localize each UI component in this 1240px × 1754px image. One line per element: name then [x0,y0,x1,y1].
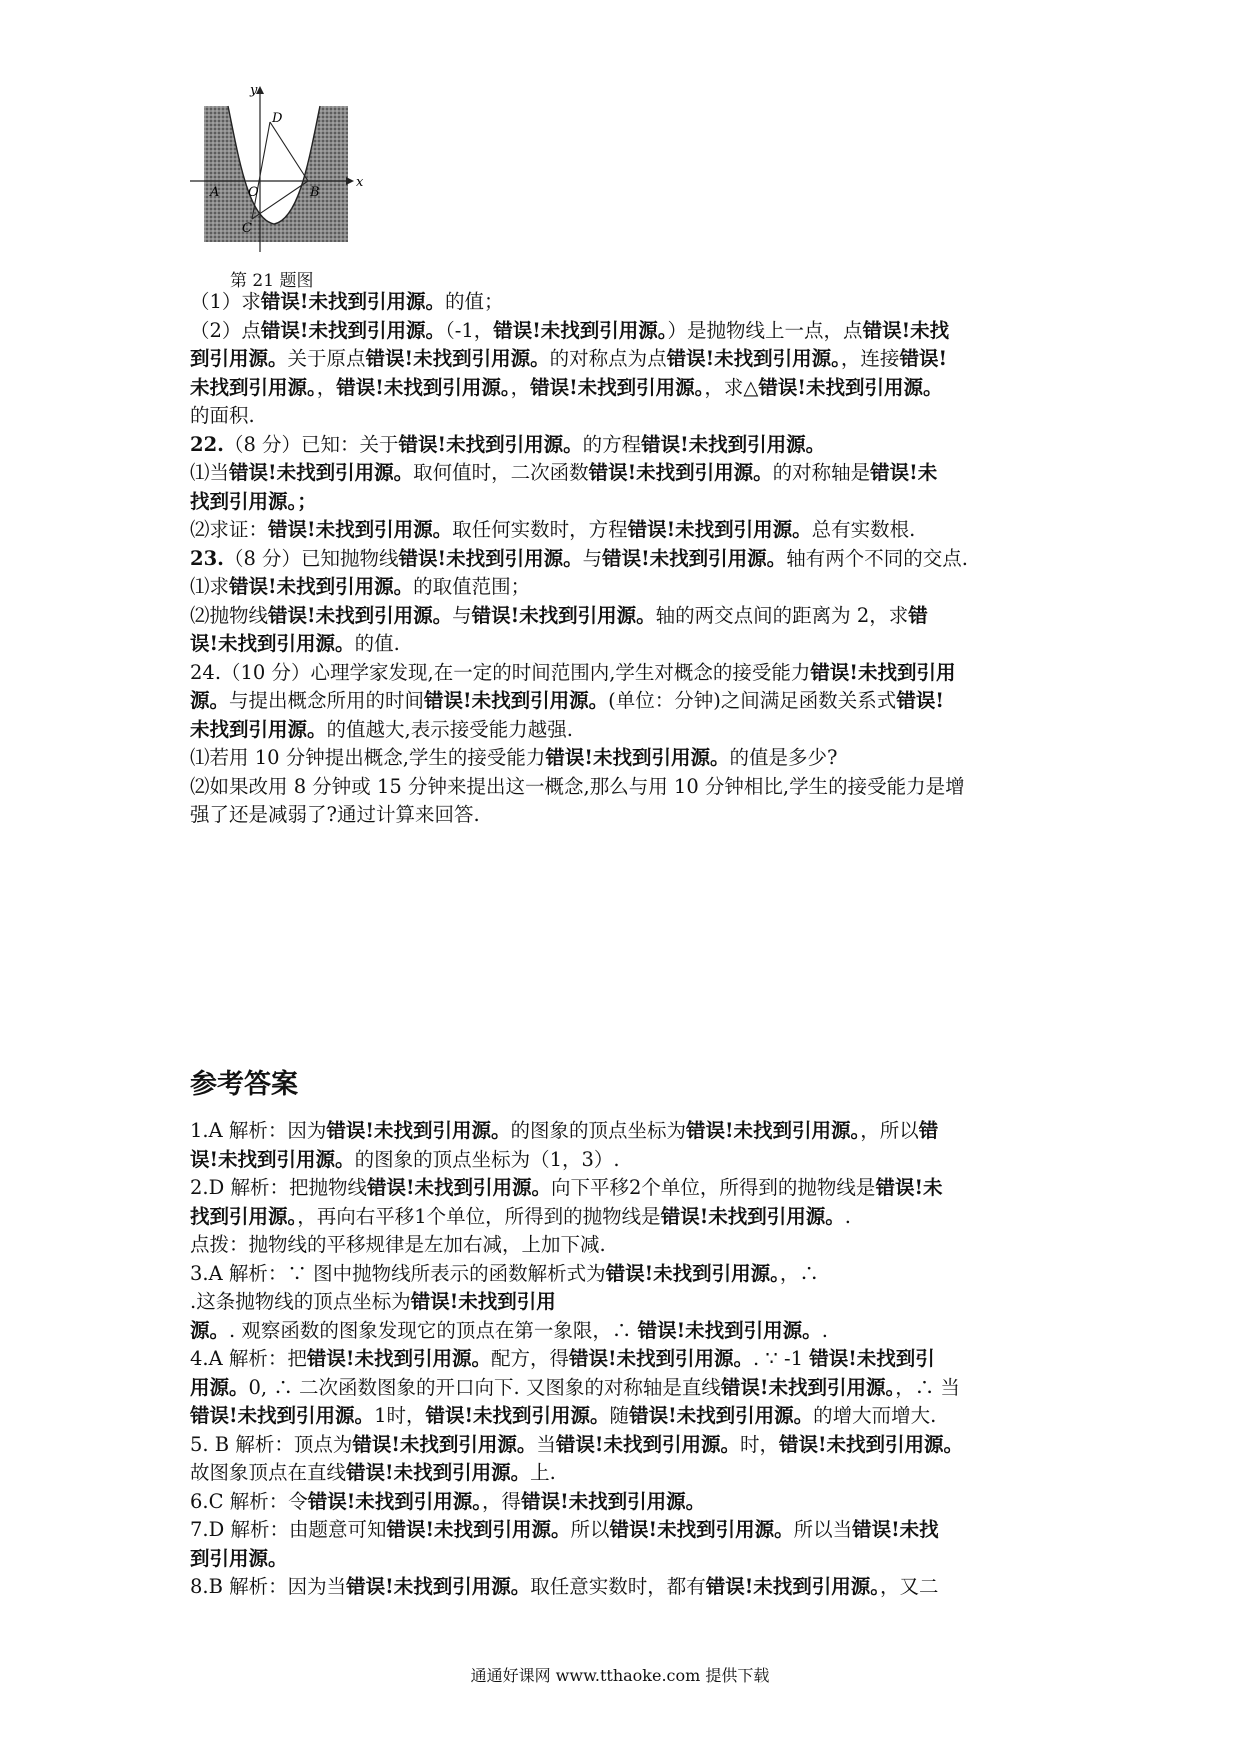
reference-error-text: 错误!未找到引用源。 [660,1204,845,1228]
line-text: 上. [530,1461,556,1484]
reference-error-text: 错误! [896,689,944,712]
reference-error-text: 用源。 [190,1375,249,1399]
answer-line [190,1402,936,1430]
line-text: 2.D 解析：把抛物线 [190,1176,367,1199]
label-a: A [210,185,220,200]
line-text: ）是抛物线上一点，点 [667,318,863,342]
line-text: 故图象顶点在直线 [190,1461,347,1484]
question-line [190,488,317,516]
reference-error-text: 错误!未找到引用源。 [627,518,812,541]
answer-line [190,1203,851,1231]
reference-error-text: 错误!未找到引用源。 [229,575,414,598]
reference-error-text: 找到引用源。 [190,1204,298,1228]
reference-error-text: 错误!未找到引用源。 [530,375,705,399]
line-text: 的图象的顶点坐标为（1，3）. [354,1147,620,1171]
line-text: 5. B 解析：顶点为 [190,1432,353,1456]
reference-error-text: 源。 [190,689,230,712]
line-text: 1时， [374,1404,426,1427]
line-text: 的值. [354,632,400,655]
line-text: 总有实数根. [811,518,916,541]
line-text: ，又二 [880,1575,939,1598]
line-text: (单位：分钟)之间满足函数关系式 [608,689,897,712]
line-text: ，得 [482,1489,522,1513]
line-text: 的面积. [190,404,255,427]
reference-error-text: 错误!未找到引用源。 [641,432,826,456]
line-text: 取任意实数时，都有 [530,1575,706,1598]
question-line [190,374,942,402]
line-text: 的方程 [582,432,642,456]
label-y: y [250,84,258,98]
reference-error-text: 错 [918,1119,939,1142]
reference-error-text: 错误!未找到引用源。 [268,603,453,627]
reference-error-text: 错误!未找到引用源。 [260,290,445,313]
answer-line [190,1260,819,1288]
label-x: x [356,175,364,190]
reference-error-text: 22. [190,432,224,456]
answer-line [190,1345,935,1373]
line-text: . [844,1204,851,1228]
line-text: 与 [452,603,472,627]
reference-error-text: 错误! [899,347,947,370]
question-line [190,630,400,658]
line-text: 的值越大,表示接受能力越强. [326,717,573,741]
line-text: ⑵求证： [190,518,269,541]
line-text: 点拨：抛物线的平移规律是左加右减，上加下减. [190,1233,606,1256]
question-line [190,573,530,601]
line-text: 当 [536,1432,556,1456]
line-text: 取何值时，二次函数 [413,461,589,484]
line-text: 24.（10 分）心理学家发现,在一定的时间范围内,学生对概念的接受能力 [190,660,811,684]
line-text: . [821,1318,828,1342]
line-text: ，求△ [704,375,759,399]
reference-error-text: 错误!未找到引 [809,1347,935,1370]
reference-error-text: 错误!未找到引用源。 [705,1575,881,1598]
line-text: 时， [739,1432,779,1456]
answer-line [190,1174,943,1202]
line-text: 向下平移2个单位，所得到的抛物线是 [551,1176,876,1199]
line-text: 8.B 解析：因为当 [190,1575,347,1598]
figure-caption: 第 21 题图 [230,271,314,291]
line-text: ⑴若用 10 分钟提出概念,学生的接受能力 [190,746,546,769]
reference-error-text: 错误!未找到引用源。 [190,1404,375,1427]
answer-line [190,1117,938,1145]
line-text: 所以当 [793,1518,853,1541]
reference-error-text: 错误!未找到引用源。 [493,318,668,342]
reference-error-text: 错误!未找 [862,318,950,342]
question-line [190,545,968,573]
line-text: .这条抛物线的顶点坐标为 [190,1290,411,1313]
reference-error-text: 错误!未找到引用源。 [326,1119,511,1142]
line-text: 关于原点 [287,347,366,370]
reference-error-text: 找到引用源。 [190,489,298,513]
reference-error-text: 错误!未找到引用源。 [386,1518,571,1541]
reference-error-text: 错误!未找到引用源。 [555,1432,740,1456]
line-text: （8 分）已知：关于 [223,432,399,456]
line-text: （2）点 [190,318,261,342]
question-line [190,659,955,687]
label-d: D [272,111,283,126]
reference-error-text: 未找到引用源。 [190,375,317,399]
line-text: （-1， [444,318,494,342]
question-line [190,402,255,430]
reference-error-text: 误!未找到引用源。 [190,632,355,655]
line-text: ，再向右平移1个单位，所得到的抛物线是 [297,1204,661,1228]
reference-error-text: 错误!未找到引用源。 [666,347,841,370]
line-text: 的对称点为点 [549,347,667,370]
reference-error-text: 未找到引用源。 [190,717,327,741]
line-text: ，∴ [779,1261,819,1285]
line-text: 7.D 解析：由题意可知 [190,1518,387,1541]
question-line [190,516,915,544]
question-line [190,744,837,772]
answer-line [190,1488,705,1516]
answer-line [190,1317,828,1345]
reference-error-text: 错误!未找到引用源。 [779,1432,964,1456]
x-axis-arrow [346,177,354,185]
reference-error-text: 错误!未找到引用源。 [758,375,943,399]
line-text: 1.A 解析：因为 [190,1119,327,1142]
reference-error-text: 错误!未找到引用源。 [609,1518,794,1541]
label-b: B [310,185,320,200]
line-text: ， [316,375,337,399]
reference-error-text: 错误!未找到引用源。 [398,432,583,456]
line-text: 3.A 解析：∵ 图中抛物线所表示的函数解析式为 [190,1261,606,1285]
line-text: 的图象的顶点坐标为 [510,1119,686,1142]
reference-error-text: 错误!未找到引用源。 [365,347,550,370]
line-text: 强了还是减弱了?通过计算来回答. [190,803,480,826]
answer-line [190,1431,963,1459]
line-text: 4.A 解析：把 [190,1347,307,1370]
question-line [190,801,480,829]
reference-error-text: 错误!未 [875,1176,943,1199]
line-text: ，∴ 当 [895,1375,960,1399]
reference-error-text: 错误!未找到引用源。 [424,689,609,712]
reference-error-text: 误!未找到引用源。 [190,1147,355,1171]
line-text: 的取值范围； [413,575,531,598]
line-text: 与 [582,546,603,570]
line-text: ⑴当 [190,461,230,484]
reference-error-text: 错误!未找到引用源。 [605,1261,780,1285]
reference-error-text: 错误!未找到引用源。 [336,375,511,399]
answer-line [190,1545,288,1573]
reference-error-text: 到引用源。 [190,347,288,370]
line-text: 的值是多少? [729,746,838,769]
answer-line [190,1231,606,1259]
label-o: O [248,185,259,200]
reference-error-text: ； [297,489,317,513]
line-text: 6.C 解析：令 [190,1489,308,1513]
parabola-graph [190,84,400,284]
line-text: 的值； [444,290,504,313]
question-line [190,317,949,345]
line-text: 轴的两交点间的距离为 2，求 [655,603,909,627]
reference-error-text: 错误!未找 [852,1518,939,1541]
line-text: 随 [609,1404,630,1427]
reference-error-text: 错误!未找到引用源。 [545,746,730,769]
line-text: 取任何实数时，方程 [452,518,628,541]
answer-line [190,1374,960,1402]
reference-error-text: 错误!未找到引用源。 [720,1375,896,1399]
line-text: 配方，得 [490,1347,569,1370]
reference-error-text: 错误!未找到引用源。 [268,518,453,541]
reference-error-text: 错误!未找到引用 [810,660,956,684]
line-text: . 观察函数的图象发现它的顶点在第一象限，∴ [229,1318,638,1342]
line-text: ⑴求 [190,575,230,598]
reference-error-text: 错 [908,603,928,627]
line-text: （1）求 [190,290,261,313]
reference-error-text: 错误!未找到引用源。 [306,1347,491,1370]
page-footer: 通通好课网 www.tthaoke.com 提供下载 [470,1666,770,1685]
reference-error-text: 错误!未找到引用源。 [568,1347,754,1370]
line-text: . ∵ -1 [753,1347,810,1370]
line-text: 0, ∴ 二次函数图象的开口向下. 又图象的对称轴是直线 [248,1375,721,1399]
line-text: ，连接 [840,347,900,370]
reference-error-text: 错误!未找到引用源。 [629,1404,814,1427]
reference-error-text: 错误!未找到引用源。 [521,1489,706,1513]
answers-title: 参考答案 [190,1069,298,1100]
question-line [190,288,504,316]
reference-error-text: 错误!未找到引用源。 [229,461,414,484]
line-text: 的对称轴是 [772,461,871,484]
reference-error-text: 错误!未找到引用源。 [637,1318,822,1342]
question-line [190,345,947,373]
line-text: ， [510,375,531,399]
line-text: ⑵抛物线 [190,603,269,627]
line-text: 的增大而增大. [813,1404,937,1427]
question-line [190,687,944,715]
reference-error-text: 错误!未找到引用源。 [260,318,445,342]
reference-error-text: 错误!未找到引用源。 [602,546,787,570]
answer-line [190,1288,556,1316]
line-text: （8 分）已知抛物线 [223,546,399,570]
reference-error-text: 23. [190,546,224,570]
line-text: 轴有两个不同的交点. [786,546,968,570]
question-line [190,716,573,744]
question-line [190,773,965,801]
reference-error-text: 错误!未找到引用 [410,1290,556,1313]
line-text: 与提出概念所用的时间 [229,689,425,712]
problem-21-figure [190,84,400,284]
reference-error-text: 错误!未找到引用源。 [346,1575,531,1598]
reference-error-text: 错误!未找到引用源。 [307,1489,483,1513]
line-text: ，所以 [860,1119,919,1142]
question-line [190,431,825,459]
reference-error-text: 错误!未找到引用源。 [471,603,656,627]
reference-error-text: 源。 [190,1318,230,1342]
reference-error-text: 错误!未找到引用源。 [366,1176,552,1199]
reference-error-text: 错误!未找到引用源。 [588,461,773,484]
line-text: ⑵如果改用 8 分钟或 15 分钟来提出这一概念,那么与用 10 分钟相比,学生的接受能力是增 [190,774,965,798]
reference-error-text: 错误!未找到引用源。 [346,1461,531,1484]
answer-line [190,1146,620,1174]
line-text: 所以 [570,1518,610,1541]
reference-error-text: 错误!未找到引用源。 [685,1119,861,1142]
label-c: C [242,221,252,236]
answer-line [190,1573,939,1601]
reference-error-text: 错误!未找到引用源。 [398,546,583,570]
reference-error-text: 错误!未找到引用源。 [425,1404,610,1427]
question-line [190,602,928,630]
reference-error-text: 错误!未找到引用源。 [352,1432,537,1456]
reference-error-text: 到引用源。 [190,1546,288,1570]
answer-line [190,1516,939,1544]
answer-line [190,1459,556,1487]
question-line [190,459,937,487]
reference-error-text: 错误!未 [870,461,938,484]
